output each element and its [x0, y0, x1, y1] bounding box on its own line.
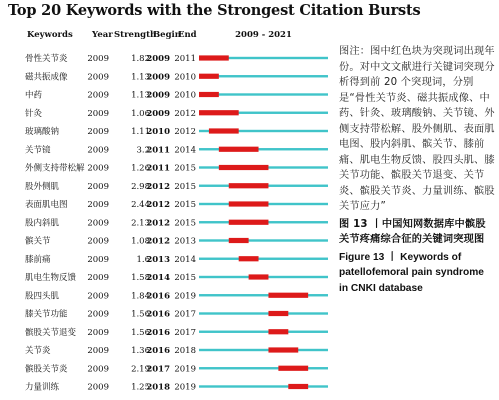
row-end: 2010 [174, 90, 196, 101]
header-end: End [178, 30, 197, 40]
row-year: 2009 [87, 273, 109, 283]
row-keyword: 髌关节 [25, 236, 51, 247]
row-year: 2009 [87, 218, 109, 229]
row-year: 2009 [87, 236, 109, 247]
burst-bar [229, 220, 269, 225]
row-keyword: 中药 [25, 90, 43, 101]
row-end: 2013 [174, 236, 196, 247]
row-year: 2009 [87, 364, 109, 375]
row-begin: 2016 [146, 291, 170, 302]
row-year: 2009 [87, 254, 109, 265]
burst-bar [229, 201, 269, 206]
row-keyword: 表面肌电图 [25, 200, 68, 210]
row-begin: 2014 [146, 273, 170, 283]
row-strength: 1.84 [131, 291, 150, 302]
burst-bar [268, 329, 288, 334]
timeline-baseline [199, 385, 328, 387]
row-strength: 2.98 [131, 181, 150, 192]
burst-bar [239, 256, 259, 261]
row-begin: 2016 [146, 346, 170, 356]
row-end: 2019 [174, 291, 196, 302]
timeline-baseline [199, 312, 328, 314]
row-year: 2009 [87, 90, 109, 101]
row-strength: 2.19 [131, 364, 150, 375]
burst-bar [288, 384, 308, 389]
row-keyword: 股外侧肌 [25, 181, 60, 192]
timeline-baseline [199, 148, 328, 150]
row-begin: 2017 [146, 364, 170, 375]
row-begin: 2012 [146, 200, 170, 210]
row-keyword: 股内斜肌 [25, 218, 60, 229]
row-year: 2009 [87, 291, 109, 302]
burst-bar [219, 165, 269, 170]
row-keyword: 磁共振成像 [25, 72, 68, 83]
row-begin: 2013 [146, 254, 170, 265]
header-begin: Begin [153, 30, 181, 40]
row-end: 2014 [174, 254, 196, 265]
burst-bar [268, 293, 308, 298]
row-strength: 1.56 [131, 327, 150, 338]
row-begin: 2018 [146, 382, 170, 393]
timeline-baseline [199, 294, 328, 296]
burst-bar [219, 147, 259, 152]
row-keyword: 膝关节功能 [25, 309, 68, 320]
row-keyword: 玻璃酸钠 [25, 127, 60, 137]
burst-bar [229, 183, 269, 188]
burst-bar [199, 110, 239, 115]
row-end: 2019 [174, 382, 196, 393]
timeline-baseline [199, 239, 328, 241]
row-begin: 2009 [146, 108, 170, 119]
row-keyword: 骨性关节炎 [25, 54, 68, 64]
row-strength: 2.44 [131, 200, 150, 210]
row-year: 2009 [87, 145, 109, 156]
row-keyword: 髌股关节炎 [25, 364, 68, 375]
row-end: 2017 [174, 309, 196, 320]
row-strength: 1.26 [131, 163, 150, 174]
row-keyword: 关节镜 [25, 145, 51, 156]
row-strength: 3.2 [136, 145, 150, 156]
row-end: 2015 [174, 273, 196, 283]
row-strength: 1.58 [131, 273, 150, 283]
row-end: 2011 [174, 54, 196, 64]
row-year: 2009 [87, 382, 109, 393]
row-strength: 1.25 [131, 382, 150, 393]
row-keyword: 针灸 [25, 108, 43, 119]
timeline-baseline [199, 258, 328, 260]
burst-bar [229, 238, 249, 243]
row-year: 2009 [87, 54, 109, 64]
row-begin: 2009 [146, 54, 170, 64]
row-year: 2009 [87, 127, 109, 137]
caption-title-zh: 图 13 丨中国知网数据库中髌股关节疼痛综合征的关键词突现图 [339, 218, 486, 245]
row-keyword: 力量训练 [25, 382, 60, 393]
row-strength: 1.56 [131, 309, 150, 320]
burst-bar [199, 92, 219, 97]
row-strength: 2.13 [131, 218, 150, 229]
timeline-baseline [199, 367, 328, 369]
row-end: 2019 [174, 364, 196, 375]
row-end: 2014 [174, 145, 196, 156]
figure-caption [339, 44, 495, 296]
row-end: 2010 [174, 72, 196, 83]
row-begin: 2016 [146, 309, 170, 320]
row-begin: 2012 [146, 236, 170, 247]
row-keyword: 肌电生物反馈 [25, 273, 77, 283]
row-keyword: 髌股关节退变 [25, 327, 77, 338]
burst-bar [268, 311, 288, 316]
row-strength: 1.82 [131, 54, 150, 64]
row-keyword: 膝前痛 [25, 254, 51, 265]
row-keyword: 外侧支持带松解 [25, 163, 85, 174]
burst-bar [278, 366, 308, 371]
row-strength: 1.11 [131, 127, 150, 137]
row-begin: 2012 [146, 218, 170, 229]
caption-title-en: Figure 13 丨 Keywords of patellofemoral pain syndrome in CNKI database [339, 251, 484, 294]
header-timeline: 2009 - 2021 [235, 30, 292, 40]
timeline-baseline [199, 349, 328, 351]
row-end: 2015 [174, 181, 196, 192]
row-keyword: 关节炎 [25, 346, 51, 356]
row-end: 2015 [174, 218, 196, 229]
row-year: 2009 [87, 181, 109, 192]
row-end: 2015 [174, 163, 196, 174]
row-year: 2009 [87, 346, 109, 356]
chart-title: Top 20 Keywords with the Strongest Citation Bursts [8, 2, 421, 19]
burst-bar [199, 55, 229, 60]
row-strength: 1.06 [131, 108, 150, 119]
header-strength: Strength [114, 30, 157, 40]
header-keywords: Keywords [27, 30, 73, 40]
burst-bar [268, 347, 298, 352]
row-strength: 1.36 [131, 346, 150, 356]
row-end: 2012 [174, 127, 196, 137]
row-begin: 2012 [146, 181, 170, 192]
row-year: 2009 [87, 108, 109, 119]
row-year: 2009 [87, 327, 109, 338]
row-begin: 2009 [146, 72, 170, 83]
row-begin: 2009 [146, 90, 170, 101]
row-begin: 2011 [146, 163, 170, 174]
row-year: 2009 [87, 163, 109, 174]
burst-bar [209, 128, 239, 133]
row-end: 2018 [174, 346, 196, 356]
row-begin: 2010 [146, 127, 170, 137]
row-year: 2009 [87, 309, 109, 320]
row-strength: 1.08 [131, 236, 150, 247]
row-end: 2015 [174, 200, 196, 210]
row-year: 2009 [87, 200, 109, 210]
row-strength: 1.13 [131, 90, 150, 101]
header-year: Year [92, 30, 113, 40]
row-strength: 1.13 [131, 72, 150, 83]
row-begin: 2016 [146, 327, 170, 338]
row-end: 2017 [174, 327, 196, 338]
row-end: 2012 [174, 108, 196, 119]
row-strength: 1.6 [136, 254, 150, 265]
caption-note: 图注：图中红色块为突现词出现年份。对中文文献进行关键词突现分析得到前 20 个突现词，分别是“骨性关节炎、磁共振成像、中药、针灸、玻璃酸钠、关节镜、外侧支持带松解、股外侧肌、表面肌电图、股内斜肌、髌关节、膝前痛、肌电生物反馈、股四头肌、膝关节功能、髌股关节退变、关节炎、髌股关节炎、力量训练、髌股关节应力” [339, 46, 495, 212]
timeline-baseline [199, 331, 328, 333]
burst-bar [199, 74, 219, 79]
burst-bar [249, 274, 269, 279]
row-keyword: 股四头肌 [25, 291, 60, 302]
row-begin: 2011 [146, 145, 170, 156]
row-year: 2009 [87, 72, 109, 83]
